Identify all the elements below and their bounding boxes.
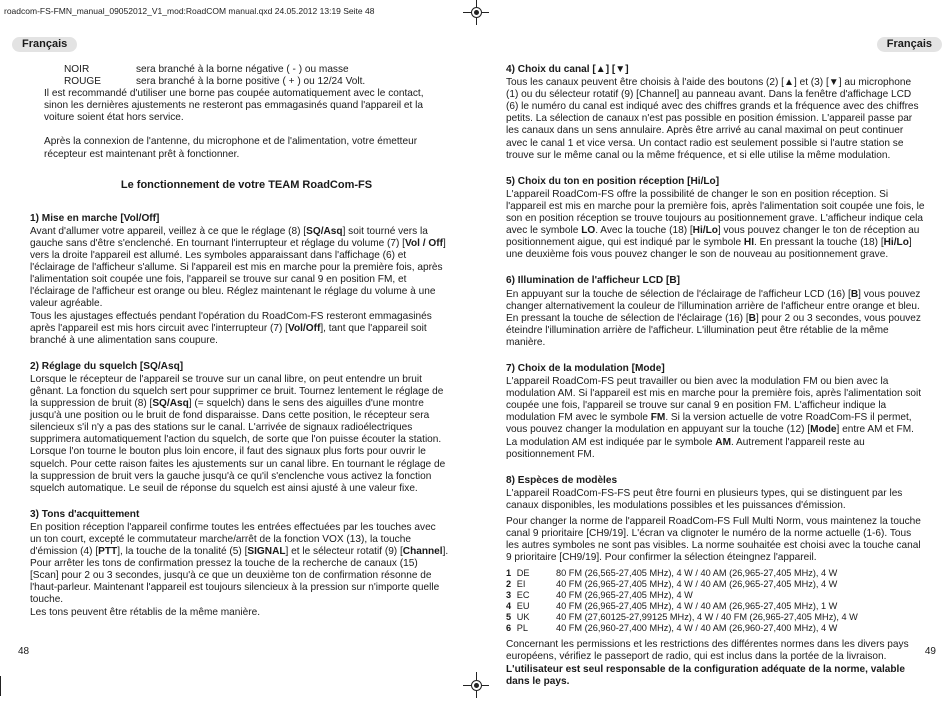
right-page-column	[506, 64, 926, 688]
model-spec: 40 FM (26,965-27,405 MHz), 4 W / 40 AM (26,965-27,405 MHz), 4 W	[556, 579, 838, 590]
model-number: 6	[506, 623, 512, 634]
crop-mark-left	[0, 676, 1, 696]
section-channel-select	[506, 64, 926, 162]
section-title: 1) Mise en marche [Vol/Off]	[30, 212, 160, 224]
model-code: PL	[516, 623, 528, 634]
section-heading: Le fonctionnement de votre TEAM RoadCom-FS	[120, 178, 373, 191]
section-body: Tous les canaux peuvent être choisis à l'aide des boutons (2) [▲] et (3) [▼] au microphone (1) ou du sélecteur rotatif (9) [Channel] au panneau avant. Dans la fenêtre d'affichage LCD (6) le numéro du canal est indiqué avec des chiffres grands et la fréquence avec des chiffres petits. La sélection de canaux n'est pas possible en position émission. L'appareil passe par les canaux dans un sens annulaire. Après être arrivé au canal maximal on peut continuer avec le canal 1 et vice versa. Un contact radio est seulement possible si l'autre station se trouve sur le même canal ou la même fréquence, et si elle utilise la même modulation.	[506, 77, 919, 161]
left-page-column	[30, 64, 449, 619]
section-modulation	[506, 363, 926, 461]
section-body: Lorsque le récepteur de l'appareil se trouve sur un canal libre, on peut entendre un bruit gênant. La fonction du squelch sert pour supprimer ce bruit. Tournez lentement le réglage de la suppression de bruit (8) [SQ/Asq] (= squelch) dans le sens des aiguilles d'une montre jusqu'à une position ou le bruit de fond disparaisse. Dans cette position, le récepteur sera silencieux s'il n'y a pas des stations sur le canal. L'arrivée de signaux radioélectriques supprimera automatiquement l'action du squelch, de sorte que l'on puisse écouter la station. Lorsque l'on tourne le bouton plus loin encore, il faut des signaux plus forts pour ouvrir le squelch. Pour cette raison faites les ajustements sur un canal libre. En tournant le réglage de la suppression de bruit vers la gauche jusqu'à ce qu'il s'enclenche vous activez la fonction squelch automatique. Le seuil de réponse du squelch est ainsi ajusté à une valeur fixe.	[30, 373, 446, 494]
section-body: Tous les ajustages effectués pendant l'opération du RoadCom-FS resteront emmagasinés après l'appareil est mis hors circuit avec l'interrupteur (7) [Vol/Off], tant que l'appareil soit branché à une alimentation sans coupure.	[30, 310, 432, 346]
table-row	[506, 590, 858, 601]
section-body: Les tons peuvent être rétablis de la même manière.	[30, 606, 261, 618]
model-spec: 80 FM (26,565-27,405 MHz), 4 W / 40 AM (26,965-27,405 MHz), 4 W	[556, 568, 838, 579]
model-code: DE	[516, 568, 530, 579]
registration-mark-top	[468, 4, 484, 20]
table-row	[506, 579, 858, 590]
section-tone-select	[506, 176, 926, 262]
models-table	[506, 568, 858, 634]
wire-description: sera branché à la borne positive ( + ) ou 12/24 Volt.	[136, 76, 366, 88]
language-badge-left: Français	[12, 37, 77, 52]
section-title: 8) Espèces de modèles	[506, 474, 618, 486]
intro-paragraph: Il est recommandé d'utiliser une borne pas coupée automatiquement avec le contact, sinon les dernières ajustements ne resteront pas emmagasinés quand l'appareil et la voiture soient état hors service.	[44, 88, 424, 124]
model-spec: 40 FM (26,960-27,400 MHz), 4 W / 40 AM (26,960-27,400 MHz), 4 W	[556, 623, 838, 634]
section-body: Concernant les permissions et les restrictions des différentes normes dans les divers pays européens, vérifiez le passeport de radio, qui est inclus dans la portée de la livraison. L'utilisateur est seul responsable de la configuration adéquate de la norme, valable dans le pays.	[506, 639, 909, 687]
model-spec: 40 FM (27,60125-27,99125 MHz), 4 W / 40 FM (26,965-27,405 MHz), 4 W	[556, 612, 858, 623]
section-body: En position réception l'appareil confirme toutes les entrées effectuées par les touches avec un ton court, excepté le commutateur marche/arrêt de la fonction VOX (13), la touche d'émission (4) [PTT], la touche de la tonalité (5) [SIGNAL] et le sélecteur rotatif (9) [Channel]. Pour arrêter les tons de confirmation pressez la touche de la recherche de canaux (15) [Scan] pour 2 ou 3 secondes, jusqu'à ce que un deuxième ton de confirmation résonne de l'haut-parleur. Maintenant l'appareil est toujours silencieux à la pression sur n'importe quelle touche.	[30, 521, 449, 606]
model-number: 3	[506, 590, 512, 601]
section-models	[506, 475, 926, 688]
model-number: 1	[506, 568, 512, 579]
section-body: L'appareil RoadCom-FS peut travailler ou bien avec la modulation FM ou bien avec la modulation AM. Si l'appareil est mis en marche pour la première fois, après l'alimentation soit coupée une fois, l'appareil se trouve sur canal 9 en position FM. L'afficheur indique la modulation FM avec le symbole FM. Si la version actuelle de votre RoadCom-FS il permet, vous pouvez changer la modulation en appuyant sur la touche (12) [Mode] entre AM et FM. La modulation AM est indiquée par le symbole AM. Autrement l'appareil reste au positionnement FM.	[506, 376, 922, 460]
section-title: 5) Choix du ton en position réception [Hi/Lo]	[506, 175, 720, 187]
wire-color-label: ROUGE	[64, 76, 102, 88]
model-spec: 40 FM (26,965-27,405 MHz), 4 W / 40 AM (26,965-27,405 MHz), 1 W	[556, 601, 838, 612]
section-title: 4) Choix du canal [▲] [▼]	[506, 64, 629, 75]
table-row	[506, 601, 858, 612]
table-row	[506, 623, 858, 634]
section-body: Pour changer la norme de l'appareil RoadCom-FS Full Multi Norm, vous maintenez la touche canal 9 prioritaire [CH9/19]. L'écran va clignoter le numéro de la norme actuelle (1-6). Tous les autres symboles ne sont pas visibles. La norme souhaitée est choisi avec la touche canal 9 prioritaire [CH9/19]. Pour confirmer la sélection éteingnez l'appareil.	[506, 516, 921, 564]
section-title: 7) Choix de la modulation [Mode]	[506, 362, 665, 374]
section-body: En appuyant sur la touche de sélection de l'éclairage de l'afficheur LCD (16) [B] vous pouvez changer alternativement la couleur de l'illumination arrière de l'afficheur entre orange et bleu.	[506, 288, 921, 312]
model-code: EU	[516, 601, 530, 612]
section-body: L'appareil RoadCom-FS offre la possibilité de changer le son en position réception. Si l'appareil est mis en marche pour la première fois, après l'alimentation soit coupée une fois, le son en position réception se trouve toujours au positionnement grave. L'afficheur indique cela avec le symbole LO. Avec la touche (18) [Hi/Lo] vous pouvez changer le ton de réception au positionnement aigue, qui est indiqué par le symbole HI. En pressant la touche (18) [Hi/Lo] une deuxième fois vous pouvez changer le son de nouveau au positionnement grave.	[506, 188, 925, 261]
model-code: EC	[516, 590, 530, 601]
model-number: 5	[506, 612, 512, 623]
section-key-tones	[30, 509, 449, 619]
section-body: Avant d'allumer votre appareil, veillez à ce que le réglage (8) [SQ/Asq] soit tourné vers la gauche sans d'être s'enclenché. En tournant l'interrupteur et réglage du volume (7) [Vol / Off] vers la droite l'appareil est allumé. Les symboles apparaissant dans l'affichage (6) et l'éclairage de l'afficheur s'allume. Si l'appareil est mis en marche pour la première fois, après l'alimentation soit coupée une fois, l'appareil se trouve sur canal 9 en position FM, et l'éclairage de l'afficheur est orange ou bleu. Réglez maintenant le réglage du volume à une valeur agréable.	[30, 225, 446, 310]
table-row	[506, 612, 858, 623]
model-number: 4	[506, 601, 512, 612]
section-squelch	[30, 361, 449, 495]
wire-description: sera branché à la borne négative ( - ) ou masse	[136, 64, 349, 75]
section-body: L'appareil RoadCom-FS-FS peut être fourni en plusieurs types, qui se distinguent par les canaux disponibles, les modulations possibles et les puissances d'émission.	[506, 487, 903, 511]
section-title: 3) Tons d'acquittement	[30, 508, 140, 520]
language-badge-right: Français	[877, 37, 942, 52]
page-number-left: 48	[18, 646, 30, 657]
wire-color-label: NOIR	[64, 64, 90, 75]
registration-mark-bottom	[468, 677, 484, 693]
model-number: 2	[506, 579, 512, 590]
wire-row-black	[44, 64, 449, 76]
intro-paragraph: Après la connexion de l'antenne, du microphone et de l'alimentation, votre émetteur récepteur est maintenant prêt à fonctionner.	[44, 136, 418, 160]
section-title: 2) Réglage du squelch [SQ/Asq]	[30, 360, 184, 372]
section-power-on	[30, 213, 449, 347]
section-lcd-illumination	[506, 275, 926, 349]
section-body: En pressant la touche de sélection de l'éclairage (16) [B] pour 2 ou 3 secondes, vous pouvez éteindre l'illumination arrière de l'afficheur. L'illumination peut être rétablie de la même manière.	[506, 312, 921, 348]
page-number-right: 49	[924, 646, 936, 657]
wire-row-red	[44, 76, 449, 88]
table-row	[506, 568, 858, 579]
model-code: UK	[516, 612, 530, 623]
file-slug: roadcom-FS-FMN_manual_09052012_V1_mod:RoadCOM manual.qxd 24.05.2012 13:19 Seite 48	[4, 6, 375, 16]
section-title: 6) Illumination de l'afficheur LCD [B]	[506, 275, 680, 287]
model-spec: 40 FM (26,965-27,405 MHz), 4 W	[556, 590, 693, 601]
model-code: EI	[516, 579, 526, 590]
